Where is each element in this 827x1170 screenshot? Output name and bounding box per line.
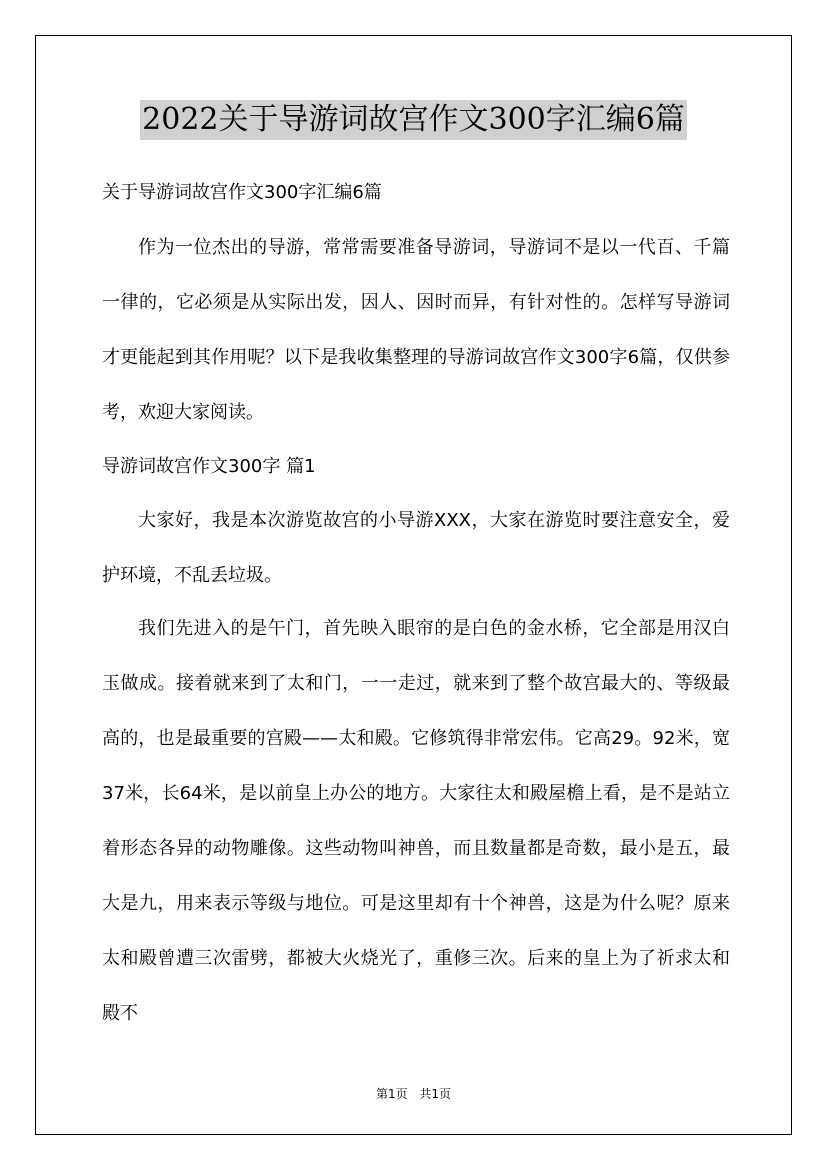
title-container	[0, 100, 827, 140]
section-heading: 导游词故宫作文300字 篇1	[102, 456, 316, 477]
document-subtitle: 关于导游词故宫作文300字汇编6篇	[102, 182, 382, 203]
page-footer	[0, 1085, 827, 1102]
document-title: 2022关于导游词故宫作文300字汇编6篇	[140, 100, 687, 140]
paragraph-1: 大家好，我是本次游览故宫的小导游XXX，大家在游览时要注意安全，爱护环境，不乱丢垃圾。	[102, 510, 730, 586]
intro-paragraph: 作为一位杰出的导游，常常需要准备导游词，导游词不是以一代百、千篇一律的，它必须是从实际出发，因人、因时而异，有针对性的。怎样写导游词才更能起到其作用呢？以下是我收集整理的导游词故宫作文300字6篇，仅供参考，欢迎大家阅读。	[102, 237, 730, 423]
page-number: 第1页	[375, 1087, 408, 1101]
paragraph-2: 我们先进入的是午门，首先映入眼帘的是白色的金水桥，它全部是用汉白玉做成。接着就来到了太和门，一一走过，就来到了整个故宫最大的、等级最高的，也是最重要的宫殿——太和殿。它修筑得非常宏伟。它高29。92米，宽37米，长64米，是以前皇上办公的地方。大家往太和殿屋檐上看，是不是站立着形态各异的动物雕像。这些动物叫神兽，而且数量都是奇数，最小是五，最大是九，用来表示等级与地位。可是这里却有十个神兽，这是为什么呢？原来太和殿曾遭三次雷劈，都被大火烧光了，重修三次。后来的皇上为了祈求太和殿不	[102, 618, 730, 1024]
page-total: 共1页	[419, 1087, 452, 1101]
